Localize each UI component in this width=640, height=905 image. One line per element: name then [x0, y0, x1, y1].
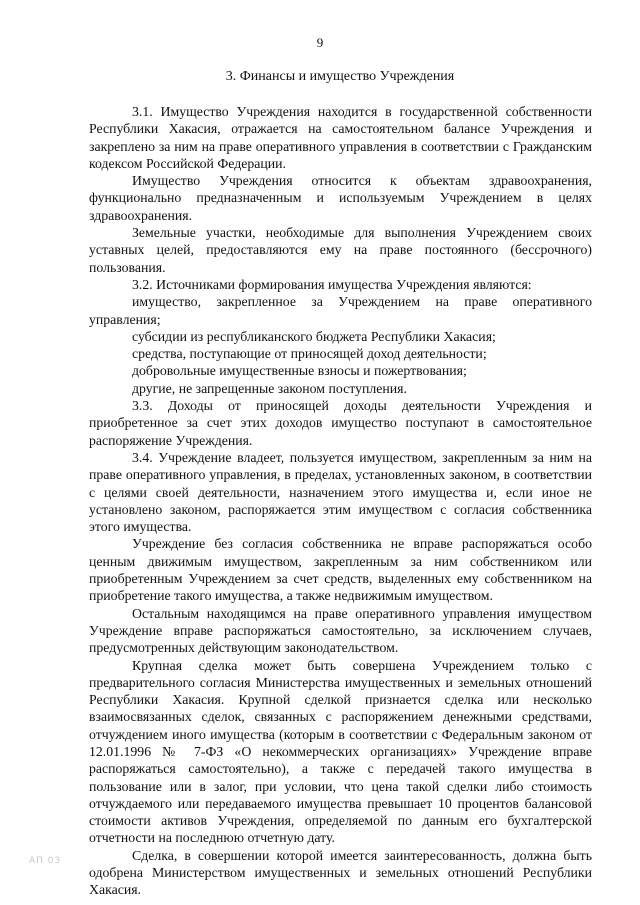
- paragraph-interested-deal: Сделка, в совершении которой имеется заинтересованность, должна быть одобрена Министерством имущественных и земельных отношений Республики Хакасия.: [89, 847, 592, 898]
- list-item: другие, не запрещенные законом поступления.: [132, 380, 407, 396]
- paragraph-land: Земельные участки, необходимые для выполнения Учреждением своих уставных целей, предоставляются ему на праве постоянного (бессрочного) пользования.: [89, 225, 592, 275]
- section-title: 3. Финансы и имущество Учреждения: [225, 69, 455, 84]
- list-item: средства, поступающие от приносящей доход деятельности;: [132, 346, 487, 362]
- paragraph-3-4: 3.4. Учреждение владеет, пользуется имуществом, закрепленным за ним на праве оперативного управления, в пределах, установленных законом, в соответствии с целями своей деятельности, назначением этого имущества и, если иное не установлено законом, распоряжается этим имуществом с согласия собственника этого имущества.: [89, 449, 592, 535]
- document-body: [89, 103, 592, 899]
- paragraph-3-3: 3.3. Доходы от приносящей доходы деятельности Учреждения и приобретенное за счет этих доходов имущество поступают в самостоятельное распоряжение Учреждения.: [89, 398, 592, 448]
- page-number: 9: [316, 35, 324, 50]
- paragraph-3-2: 3.2. Источниками формирования имущества Учреждения являются:: [132, 276, 532, 292]
- list-item: добровольные имущественные взносы и пожертвования;: [132, 363, 467, 379]
- list-item: имущество, закрепленное за Учреждением на праве оперативного управления;: [89, 294, 592, 327]
- list-item: субсидии из республиканского бюджета Республики Хакасия;: [132, 328, 496, 344]
- paragraph-other-property: Остальным находящимся на праве оперативного управления имуществом Учреждение вправе распоряжаться самостоятельно, за исключением случаев, предусмотренных действующим законодательством.: [89, 605, 592, 656]
- watermark: АП 03: [29, 856, 62, 866]
- paragraph-no-consent: Учреждение без согласия собственника не вправе распоряжаться особо ценным движимым имуществом, закрепленным за ним собственником или приобретенным Учреждением за счет средств, выделенных ему собственником на приобретение такого имущества, а также недвижимым имуществом.: [89, 536, 592, 604]
- paragraph-property-health: Имущество Учреждения относится к объектам здравоохранения, функционально предназначенным и используемым Учреждением в целях здравоохранения.: [89, 173, 592, 223]
- paragraph-major-deal: Крупная сделка может быть совершена Учреждением только с предварительного согласия Министерства имущественных и земельных отношений Республики Хакасия. Крупной сделкой признается сделка или несколько взаимосвязанных сделок, связанных с распоряжением денежными средствами, отчуждением иного имущества (которым в соответствии с Федеральным законом от 12.01.1996 № 7-ФЗ «О некоммерческих организациях» Учреждение вправе распоряжаться самостоятельно), а также с передачей такого имущества в пользование или в залог, при условии, что цена такой сделки либо стоимость отчуждаемого или передаваемого имущества превышает 10 процентов балансовой стоимости активов Учреждения, определяемой по данным его бухгалтерской отчетности на последнюю отчетную дату.: [89, 657, 592, 846]
- paragraph-3-1: 3.1. Имущество Учреждения находится в государственной собственности Республики Хакасия, отражается на самостоятельном балансе Учреждения и закреплено за ним на праве оперативного управления в соответствии с Гражданским кодексом Российской Федерации.: [89, 104, 592, 171]
